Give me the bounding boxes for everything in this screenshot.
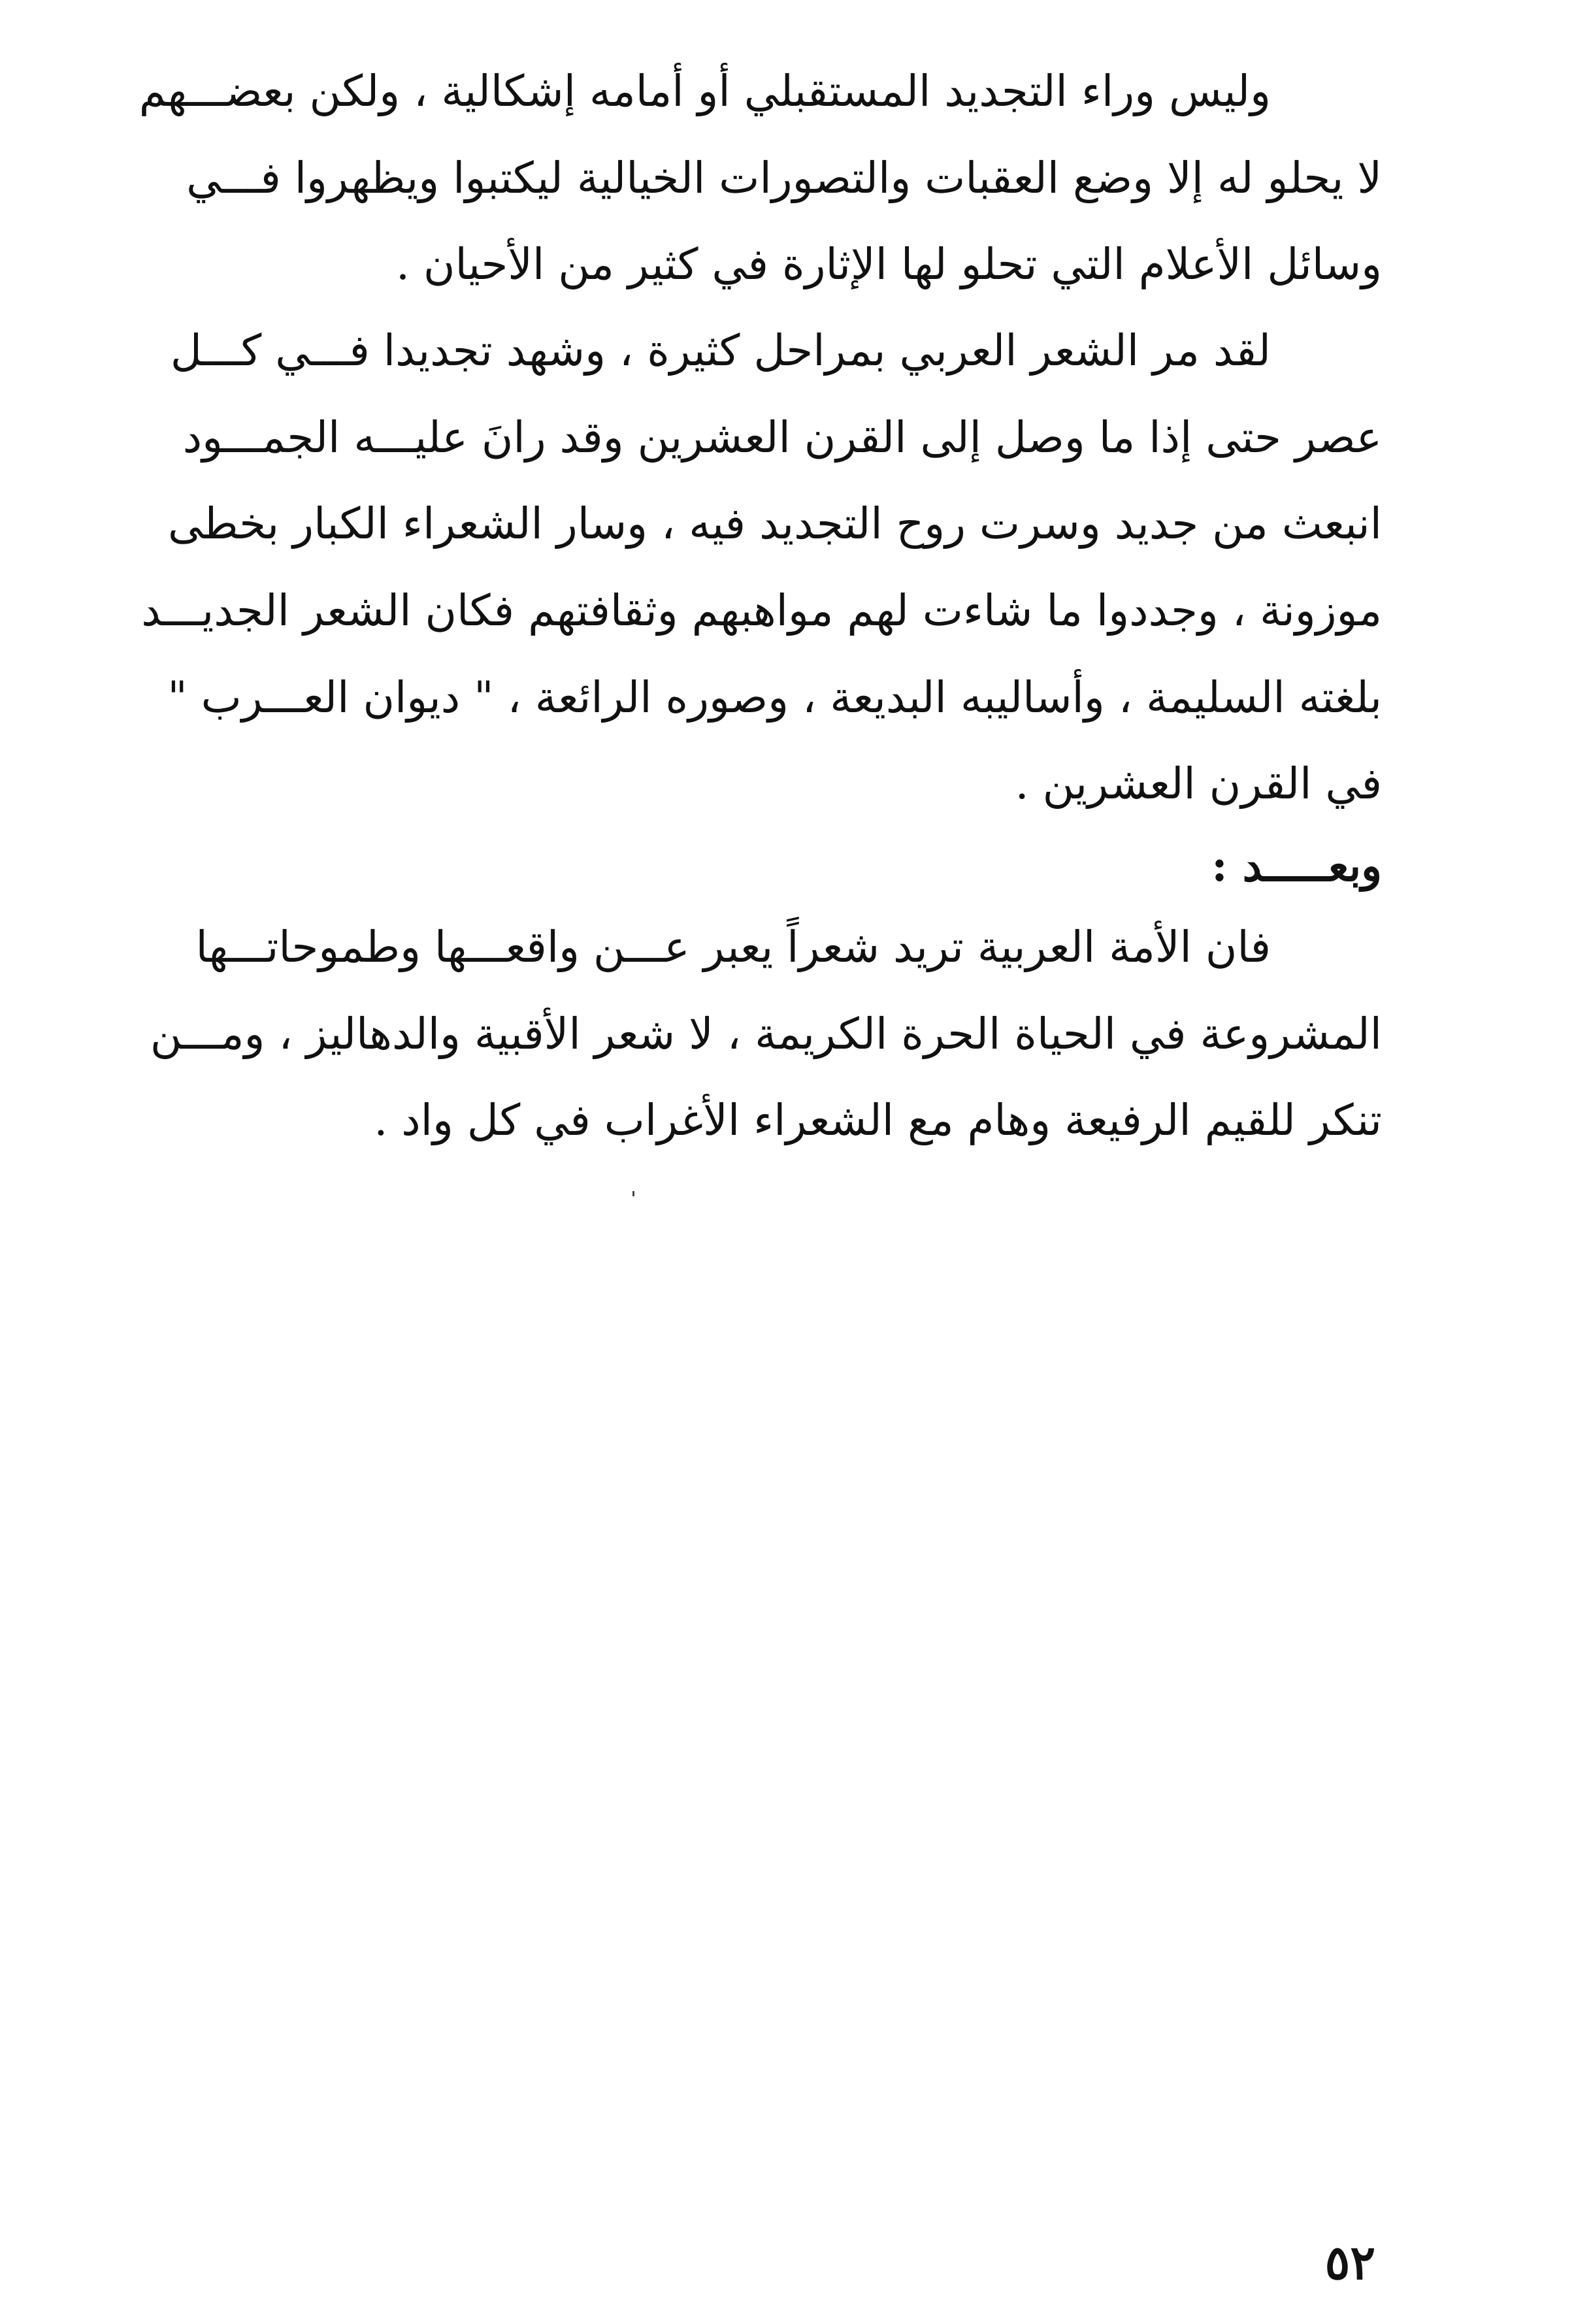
paragraph-2-line-5: بلغته السليمة ، وأساليبه البديعة ، وصوره الرائعة ، " ديوان العـــرب ": [167, 672, 1382, 723]
paragraph-3-line-2: المشروعة في الحياة الحرة الكريمة ، لا شعر الأقبية والدهاليز ، ومـــن: [150, 1009, 1382, 1059]
paragraph-2-line-6: في القرن العشرين .: [1015, 759, 1382, 809]
page-number: ٥٢: [1324, 2234, 1375, 2290]
paragraph-3-line-3: تنكر للقيم الرفيعة وهام مع الشعراء الأغراب في كل واد .: [374, 1095, 1382, 1145]
section-heading: وبعـــــد :: [1211, 840, 1382, 891]
paragraph-2-line-4: موزونة ، وجددوا ما شاءت لهم مواهبهم وثقافتهم فكان الشعر الجديـــد: [141, 585, 1382, 636]
paragraph-2-line-2: عصر حتى إذا ما وصل إلى القرن العشرين وقد رانَ عليـــه الجمـــود: [182, 412, 1382, 463]
paragraph-1-line-2: لا يحلو له إلا وضع العقبات والتصورات الخيالية ليكتبوا ويظهروا فـــي: [186, 153, 1382, 203]
paragraph-3-line-1: فان الأمة العربية تريد شعراً يعبر عـــن واقعـــها وطموحاتـــها: [195, 922, 1271, 972]
paragraph-1-line-3: وسائل الأعلام التي تحلو لها الإثارة في كثير من الأحيان .: [396, 239, 1382, 289]
paragraph-2-line-3: انبعث من جديد وسرت روح التجديد فيه ، وسار الشعراء الكبار بخطى: [168, 499, 1382, 549]
paragraph-2-line-1: لقد مر الشعر العربي بمراحل كثيرة ، وشهد تجديدا فـــي كـــل: [170, 325, 1271, 376]
paragraph-1-line-1: وليس وراء التجديد المستقبلي أو أمامه إشكالية ، ولكن بعضـــهم: [139, 66, 1271, 116]
scan-speck: [632, 1191, 634, 1196]
